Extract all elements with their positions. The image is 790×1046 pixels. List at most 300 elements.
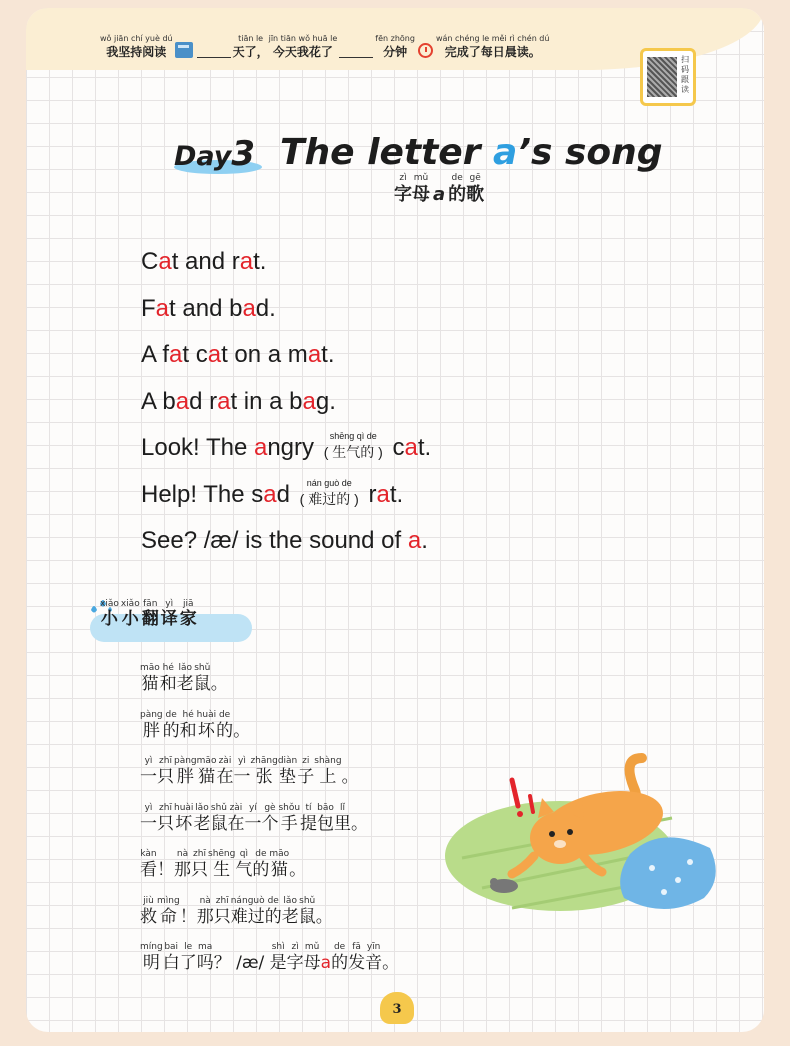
song-text: t. xyxy=(389,480,404,508)
song-line xyxy=(141,525,428,555)
translation-text: 一 xyxy=(233,767,251,787)
translation-char xyxy=(289,859,306,879)
translation-char xyxy=(211,673,228,693)
qr-code-card[interactable] xyxy=(640,48,696,106)
translation-text: 只 xyxy=(157,767,174,787)
translation-text: 看 xyxy=(140,860,157,880)
subtitle-text: 字 xyxy=(394,184,412,205)
translation-pinyin: yí xyxy=(249,802,257,813)
translation-text: 。 xyxy=(233,720,251,741)
reading-log-segment: wán chéng le měi rì chén dú 完成了每日晨读。 xyxy=(435,34,550,59)
translation-text: 命 xyxy=(159,906,177,927)
song-text: Look! The xyxy=(141,434,254,461)
translation-char xyxy=(210,804,227,833)
translation-char xyxy=(174,757,197,786)
translation-char xyxy=(140,804,157,833)
subtitle-pinyin: zì xyxy=(399,173,407,183)
translation-pinyin: zhī xyxy=(159,802,172,813)
subtitle-char xyxy=(466,174,484,204)
translation-text: 气 xyxy=(235,860,253,880)
translation-char xyxy=(334,804,351,833)
translation-text: 是 xyxy=(269,953,287,973)
cat-and-mouse-illustration xyxy=(442,738,722,938)
translation-text: 的 xyxy=(216,720,234,741)
translation-char xyxy=(297,757,314,786)
section-title-text: 小 xyxy=(100,609,118,629)
translation-text: 。 xyxy=(382,953,400,973)
translation-text: 子 xyxy=(297,767,315,787)
translation-text: 猫 xyxy=(270,860,288,880)
translation-line xyxy=(140,943,399,972)
highlighted-letter: a xyxy=(217,387,231,415)
translation-text: ！ xyxy=(179,906,197,927)
translation-text: 难 xyxy=(230,906,248,927)
translation-text: ？ xyxy=(213,953,231,973)
song-text: See? /æ/ is the sound of xyxy=(141,527,408,554)
section-title-char xyxy=(161,600,178,628)
translation-text: 白 xyxy=(162,953,180,973)
song-text: t and b xyxy=(169,294,243,322)
translation-char xyxy=(208,850,235,879)
translation-pinyin: bai xyxy=(164,942,179,952)
translation-char xyxy=(300,804,317,833)
translation-pinyin: zì xyxy=(291,942,299,952)
section-title-text: 翻 xyxy=(141,609,159,629)
translation-line xyxy=(140,711,250,740)
section-title-pinyin: yì xyxy=(165,599,174,609)
translation-pinyin: de xyxy=(165,709,177,720)
translation-pinyin: shēng xyxy=(208,849,236,859)
subtitle-char xyxy=(394,174,412,204)
translation-pinyin: huài xyxy=(196,709,217,720)
translation-pinyin: lǎo xyxy=(178,663,193,673)
song-line xyxy=(141,432,431,462)
translation-char xyxy=(160,664,177,693)
translation-pinyin: hé xyxy=(162,663,174,673)
translation-char xyxy=(140,850,157,879)
subtitle-text: 歌 xyxy=(466,184,485,205)
reading-log-segment: fēn zhōng 分钟 xyxy=(375,34,415,59)
highlighted-letter: a xyxy=(263,480,277,508)
reading-log-segment: jīn tiān wǒ huā le 今天我花了 xyxy=(268,34,338,59)
translation-text: 。 xyxy=(289,860,307,880)
translation-char xyxy=(233,720,250,740)
translation-char xyxy=(197,757,217,786)
translation-text: 猫 xyxy=(141,674,159,694)
gloss-chars: 生气的 xyxy=(332,444,375,460)
translation-char xyxy=(304,943,321,972)
translation-pinyin: nà xyxy=(199,895,211,906)
translation-text: 过 xyxy=(247,906,265,927)
song-text: r xyxy=(361,480,377,508)
translation-text: 坏 xyxy=(175,813,193,834)
translation-pinyin: lǐ xyxy=(340,802,346,813)
translation-pinyin: diàn xyxy=(277,756,298,766)
translation-text: 明 xyxy=(142,953,160,973)
translation-char xyxy=(191,850,208,879)
translation-pinyin: zhī xyxy=(159,756,172,766)
translation-pinyin: jiù xyxy=(143,895,154,906)
translation-pinyin: míng xyxy=(140,942,163,952)
translation-pinyin: ma xyxy=(198,942,213,952)
highlighted-letter: a xyxy=(169,341,183,368)
translation-pinyin: shǔ xyxy=(299,895,316,906)
translation-char xyxy=(157,804,174,833)
gloss-pinyin: nán guò de xyxy=(306,477,352,488)
book-icon xyxy=(175,42,193,58)
section-title-pinyin: fān xyxy=(143,599,158,609)
page-number: 3 xyxy=(392,1002,402,1017)
song-text: Help! The s xyxy=(141,480,264,508)
translation-char xyxy=(197,897,214,926)
translation-char xyxy=(214,952,231,972)
translation-text: 老 xyxy=(176,674,194,694)
qr-label: 扫码跟读 xyxy=(681,55,689,94)
translation-pinyin: tí xyxy=(305,802,312,813)
translation-pinyin: bāo xyxy=(317,802,334,813)
translation-text: 和 xyxy=(159,674,177,694)
translation-char xyxy=(314,757,341,786)
translation-pinyin: shǔ xyxy=(210,802,227,813)
translation-char xyxy=(157,859,174,879)
translation-char xyxy=(180,711,197,740)
translation-char xyxy=(140,711,163,740)
translation-char xyxy=(317,804,334,833)
translation-char xyxy=(252,850,269,879)
translation-text: 发 xyxy=(348,953,366,973)
translation-pinyin: hé xyxy=(182,709,194,720)
translation-text: 提 xyxy=(300,813,318,834)
song-text: t in a b xyxy=(230,387,303,415)
translation-text: 。 xyxy=(341,767,359,787)
song-text: A b xyxy=(141,387,176,415)
song-text: . xyxy=(421,527,428,554)
translation-text: 包 xyxy=(317,813,335,834)
translation-char xyxy=(287,943,304,972)
translation-text: 只 xyxy=(213,906,231,927)
highlighted-letter: a xyxy=(404,434,418,461)
translation-pinyin: shì xyxy=(271,942,285,952)
translation-char xyxy=(140,897,157,926)
section-header xyxy=(86,596,256,644)
song-text: g. xyxy=(315,387,336,415)
translation-char xyxy=(382,952,399,972)
translation-pinyin: māo xyxy=(140,663,160,673)
highlighted-letter: a xyxy=(302,387,316,415)
translation-pinyin: de xyxy=(255,849,267,859)
translation-text: 里 xyxy=(334,813,352,834)
subtitle-char xyxy=(448,174,466,204)
title-letter: a xyxy=(493,132,518,173)
translation-char xyxy=(348,943,365,972)
section-title-text: 译 xyxy=(160,609,178,629)
minutes-blank xyxy=(339,45,373,58)
translation-char xyxy=(278,757,297,786)
translation-text: 那 xyxy=(196,906,214,927)
translation-text: 字 xyxy=(286,953,304,973)
translation-char xyxy=(269,850,289,879)
translation-pinyin: lǎo xyxy=(195,802,209,813)
translation-char xyxy=(299,897,316,926)
translation-text: 的 xyxy=(162,720,180,741)
translation-text: 一 xyxy=(140,813,157,834)
translation-pinyin: yì xyxy=(238,756,246,766)
translation-char xyxy=(248,897,265,926)
song-text: t on a m xyxy=(221,341,308,368)
song-text: C xyxy=(141,248,159,275)
highlighted-letter: a xyxy=(407,527,422,554)
translation-char xyxy=(197,711,216,740)
translation-char xyxy=(270,943,287,972)
song-text: d. xyxy=(255,294,276,322)
translation-line xyxy=(140,757,359,786)
highlighted-letter: a xyxy=(207,341,222,368)
translation-pinyin: nà xyxy=(176,849,189,859)
translation-char xyxy=(244,804,261,833)
translation-char xyxy=(174,804,193,833)
translation-text: 垫 xyxy=(279,767,297,787)
highlighted-letter: a xyxy=(253,434,268,461)
translation-char xyxy=(365,943,382,972)
translation-pinyin: yì xyxy=(144,756,153,766)
translation-char xyxy=(261,804,278,833)
translation-text: 胖 xyxy=(176,767,194,787)
song-line xyxy=(141,479,403,509)
reading-log-segment: wǒ jiān chí yuè dú 我坚持阅读 xyxy=(100,34,173,59)
song-text: t. xyxy=(253,248,267,275)
subtitle-pinyin: mǔ xyxy=(413,173,429,183)
translation-char xyxy=(197,943,214,972)
translation-text: 的 xyxy=(252,860,270,880)
translation-char xyxy=(140,757,157,786)
song-line xyxy=(141,293,276,323)
translation-char xyxy=(321,952,331,972)
translation-text: 鼠 xyxy=(193,674,211,694)
translation-text: 救 xyxy=(140,906,157,927)
translation-text: 。 xyxy=(315,906,333,927)
highlighted-letter: a xyxy=(175,387,190,415)
translation-char xyxy=(140,943,163,972)
section-title-text: 家 xyxy=(179,609,197,629)
song-text: d r xyxy=(189,387,218,415)
translation-char xyxy=(282,897,299,926)
translation-text: 手 xyxy=(280,813,298,834)
translation-text: 吗 xyxy=(196,953,214,973)
translation-pinyin: le xyxy=(184,942,193,952)
translation-text: 老 xyxy=(281,906,299,927)
translation-line xyxy=(140,804,368,833)
translation-char xyxy=(157,757,174,786)
highlighted-letter: a xyxy=(376,480,390,508)
translation-pinyin: de xyxy=(267,895,279,906)
translation-text: 的 xyxy=(331,953,349,973)
translation-pinyin: pàng xyxy=(174,756,197,766)
translation-text: 一 xyxy=(244,813,262,834)
song-line xyxy=(141,386,336,416)
highlighted-letter: a xyxy=(158,248,172,275)
translation-text: 坏 xyxy=(197,720,215,741)
translation-char xyxy=(278,804,300,833)
translation-text: 了 xyxy=(179,953,197,973)
translation-text: 。 xyxy=(351,813,369,834)
translation-char xyxy=(231,897,248,926)
reading-log xyxy=(100,18,549,58)
translation-text: 上 xyxy=(319,767,337,787)
translation-pinyin: qì xyxy=(239,849,248,859)
translation-char xyxy=(163,943,180,972)
subtitle-char xyxy=(412,174,430,204)
translation-char xyxy=(180,906,197,926)
chinese-gloss xyxy=(324,431,383,462)
translation-text: 和 xyxy=(179,720,197,741)
translation-text: 的 xyxy=(264,906,282,927)
translation-char xyxy=(174,850,191,879)
translation-line xyxy=(140,897,333,926)
translation-text: /æ/ xyxy=(230,953,270,973)
translation-pinyin: pàng xyxy=(140,709,163,720)
song-line xyxy=(141,339,335,369)
highlighted-letter: a xyxy=(307,341,322,368)
translation-char xyxy=(231,952,270,972)
gloss-text: ( 生气的 ) xyxy=(323,444,383,460)
reading-log-segment: tiān le 天了， xyxy=(232,34,269,59)
translation-char xyxy=(214,897,231,926)
translation-text: 在 xyxy=(216,767,234,787)
translation-text: ！ xyxy=(157,860,174,880)
subtitle-pinyin: gē xyxy=(469,173,481,183)
translation-char xyxy=(140,664,160,693)
translation-char xyxy=(163,711,180,740)
page-title: The letter a’s song xyxy=(280,132,663,173)
translation-pinyin: yì xyxy=(144,802,153,813)
translation-char xyxy=(342,766,359,786)
gloss-chars: 难过的 xyxy=(308,490,351,507)
translation-pinyin: lǎo xyxy=(283,895,297,906)
translation-pinyin: gè xyxy=(264,802,276,813)
translation-pinyin: zi xyxy=(302,756,310,766)
translation-pinyin: zài xyxy=(229,802,243,813)
translation-pinyin: zhī xyxy=(215,895,229,906)
translation-char xyxy=(227,804,244,833)
translation-pinyin: kàn xyxy=(140,849,157,859)
song-text: t c xyxy=(182,341,208,368)
translation-text: 猫 xyxy=(198,767,216,787)
section-title-pinyin: xiǎo xyxy=(120,599,140,609)
song-text: c xyxy=(385,434,405,461)
song-text: A f xyxy=(141,341,170,368)
translation-char xyxy=(216,757,233,786)
alarm-clock-icon xyxy=(418,43,433,58)
translation-char xyxy=(233,757,250,786)
translation-pinyin: huài xyxy=(174,802,194,813)
translation-text: a xyxy=(320,953,332,973)
workbook-page xyxy=(26,8,764,1032)
subtitle-char xyxy=(430,183,448,204)
translation-text: 音 xyxy=(365,953,383,973)
translation-pinyin: guò xyxy=(247,895,265,906)
section-title-text: 小 xyxy=(121,609,139,629)
subtitle-text: 母 xyxy=(412,184,430,205)
translation-char xyxy=(235,850,252,879)
days-blank xyxy=(197,45,231,58)
song-text: t and r xyxy=(171,248,240,275)
song-text: ngry xyxy=(267,434,321,461)
translation-text: 只 xyxy=(157,813,174,834)
translation-text: 鼠 xyxy=(210,813,228,834)
translation-text: 个 xyxy=(261,813,279,834)
section-title-char xyxy=(180,600,197,628)
translation-text: 那 xyxy=(174,860,191,880)
translation-text: 在 xyxy=(227,813,245,834)
gloss-pinyin: shēng qì de xyxy=(329,431,377,441)
subtitle-pinyin: de xyxy=(451,173,463,183)
translation-char xyxy=(331,943,348,972)
translation-pinyin: zhī xyxy=(193,849,206,859)
translation-pinyin: zài xyxy=(218,756,232,766)
translation-pinyin: māo xyxy=(269,849,290,859)
translation-pinyin: māo xyxy=(196,756,217,766)
translation-char xyxy=(180,943,197,972)
section-title-pinyin: xiǎo xyxy=(100,599,119,609)
day-number: 3 xyxy=(231,134,256,174)
translation-pinyin: yīn xyxy=(366,942,381,952)
translation-line xyxy=(140,850,306,879)
translation-text: 一 xyxy=(140,767,157,787)
translation-char xyxy=(177,664,194,693)
chinese-gloss xyxy=(300,478,359,509)
section-title xyxy=(100,600,197,628)
highlighted-letter: a xyxy=(155,294,170,322)
subtitle-text: a xyxy=(433,184,446,205)
translation-pinyin: de xyxy=(333,942,346,952)
section-title-char xyxy=(142,600,159,628)
song-text: d xyxy=(276,480,297,508)
translation-text: 胖 xyxy=(142,720,160,741)
translation-text: 。 xyxy=(210,674,228,694)
translation-char xyxy=(193,804,210,833)
translation-char xyxy=(265,897,282,926)
translation-char xyxy=(316,906,333,926)
translation-pinyin: fā xyxy=(352,942,361,952)
translation-pinyin: shǒu xyxy=(278,802,301,813)
translation-text: 张 xyxy=(255,767,273,787)
song-line xyxy=(141,246,266,276)
translation-char xyxy=(351,813,368,833)
page-number-tab xyxy=(380,992,414,1024)
translation-pinyin: shàng xyxy=(314,756,342,766)
subtitle-text: 的 xyxy=(448,184,467,205)
translation-text: 母 xyxy=(303,953,321,973)
translation-pinyin: nán xyxy=(230,895,248,906)
translation-text: 生 xyxy=(213,860,231,880)
section-title-char xyxy=(100,600,119,628)
gloss-text: ( 难过的 ) xyxy=(299,490,359,507)
translation-char xyxy=(250,757,277,786)
qr-code-icon[interactable] xyxy=(647,57,677,97)
day-label: Day xyxy=(174,141,232,172)
translation-pinyin: mìng xyxy=(157,895,180,906)
section-title-char xyxy=(121,600,140,628)
translation-line xyxy=(140,664,228,693)
day-badge xyxy=(174,134,255,174)
translation-char xyxy=(216,711,233,740)
translation-pinyin: mǔ xyxy=(304,942,320,952)
page-subtitle xyxy=(394,174,484,204)
translation-char xyxy=(194,664,211,693)
translation-text: 老 xyxy=(193,813,211,834)
song-text: F xyxy=(141,294,156,322)
highlighted-letter: a xyxy=(239,248,254,275)
